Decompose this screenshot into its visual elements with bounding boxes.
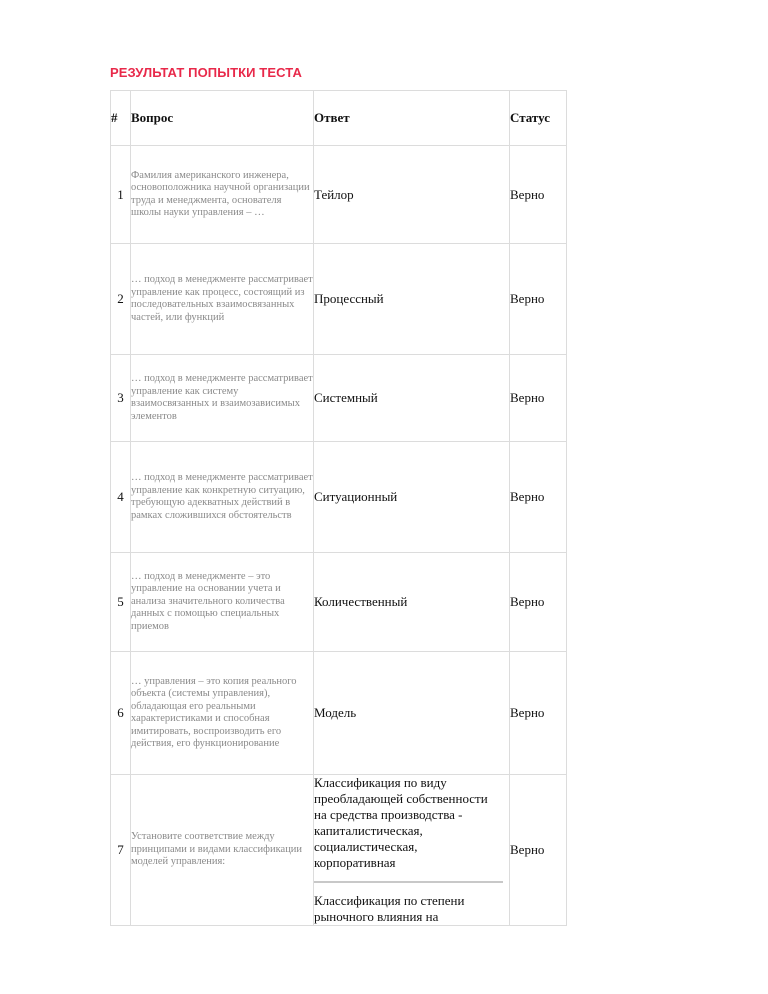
answer-text: Системный xyxy=(314,355,510,442)
answer-line: социалистическая, xyxy=(314,839,418,854)
table-row xyxy=(111,442,567,553)
row-number: 7 xyxy=(111,775,131,926)
page-title: РЕЗУЛЬТАТ ПОПЫТКИ ТЕСТА xyxy=(110,65,302,80)
answer-line: преобладающей собственности xyxy=(314,791,488,806)
row-number: 2 xyxy=(111,244,131,355)
question-text: … подход в менеджменте рассматривает управление как конкретную ситуацию, требующую адекватных действий в рамках сложившихся обстоятельств xyxy=(131,442,314,553)
table-row xyxy=(111,652,567,775)
status-text: Верно xyxy=(510,775,567,926)
header-status: Статус xyxy=(510,91,567,146)
answer-line: рыночного влияния на xyxy=(314,909,439,924)
question-text: Фамилия американского инженера, основоположника научной организации труда и менеджмента, основателя школы науки управления – … xyxy=(131,146,314,244)
answer-line: Классификация по степени xyxy=(314,893,465,908)
results-table xyxy=(110,90,567,926)
answer-text: Процессный xyxy=(314,244,510,355)
status-text: Верно xyxy=(510,442,567,553)
answer-text: Тейлор xyxy=(314,146,510,244)
answer-line: на средства производства - xyxy=(314,807,463,822)
header-answer: Ответ xyxy=(314,91,510,146)
table-row xyxy=(111,553,567,652)
table-row xyxy=(111,775,567,926)
answer-text: Модель xyxy=(314,652,510,775)
answer-line: корпоративная xyxy=(314,855,396,870)
question-text: … подход в менеджменте – это управление на основании учета и анализа значительного количества данных с помощью специальных приемов xyxy=(131,553,314,652)
header-num: # xyxy=(111,91,131,146)
status-text: Верно xyxy=(510,355,567,442)
table-row xyxy=(111,244,567,355)
question-text: … подход в менеджменте рассматривает управление как процесс, состоящий из последовательных взаимосвязанных частей, или функций xyxy=(131,244,314,355)
question-text: … управления – это копия реального объекта (системы управления), обладающая его реальными характеристиками и способная имитировать, воспроизводить его действия, его функционирование xyxy=(131,652,314,775)
status-text: Верно xyxy=(510,553,567,652)
question-text: … подход в менеджменте рассматривает управление как систему взаимосвязанных и взаимозависимых элементов xyxy=(131,355,314,442)
answer-text: Количественный xyxy=(314,553,510,652)
status-text: Верно xyxy=(510,146,567,244)
row-number: 6 xyxy=(111,652,131,775)
header-question: Вопрос xyxy=(131,91,314,146)
question-text: Установите соответствие между принципами и видами классификации моделей управления: xyxy=(131,775,314,926)
row-number: 5 xyxy=(111,553,131,652)
answer-line: Классификация по виду xyxy=(314,775,447,790)
status-text: Верно xyxy=(510,652,567,775)
table-header-row xyxy=(111,91,567,146)
answer-text xyxy=(314,775,510,926)
row-number: 3 xyxy=(111,355,131,442)
row-number: 4 xyxy=(111,442,131,553)
answer-line: капиталистическая, xyxy=(314,823,423,838)
table-row xyxy=(111,146,567,244)
answer-divider xyxy=(314,881,503,883)
table-row xyxy=(111,355,567,442)
answer-text: Ситуационный xyxy=(314,442,510,553)
status-text: Верно xyxy=(510,244,567,355)
row-number: 1 xyxy=(111,146,131,244)
